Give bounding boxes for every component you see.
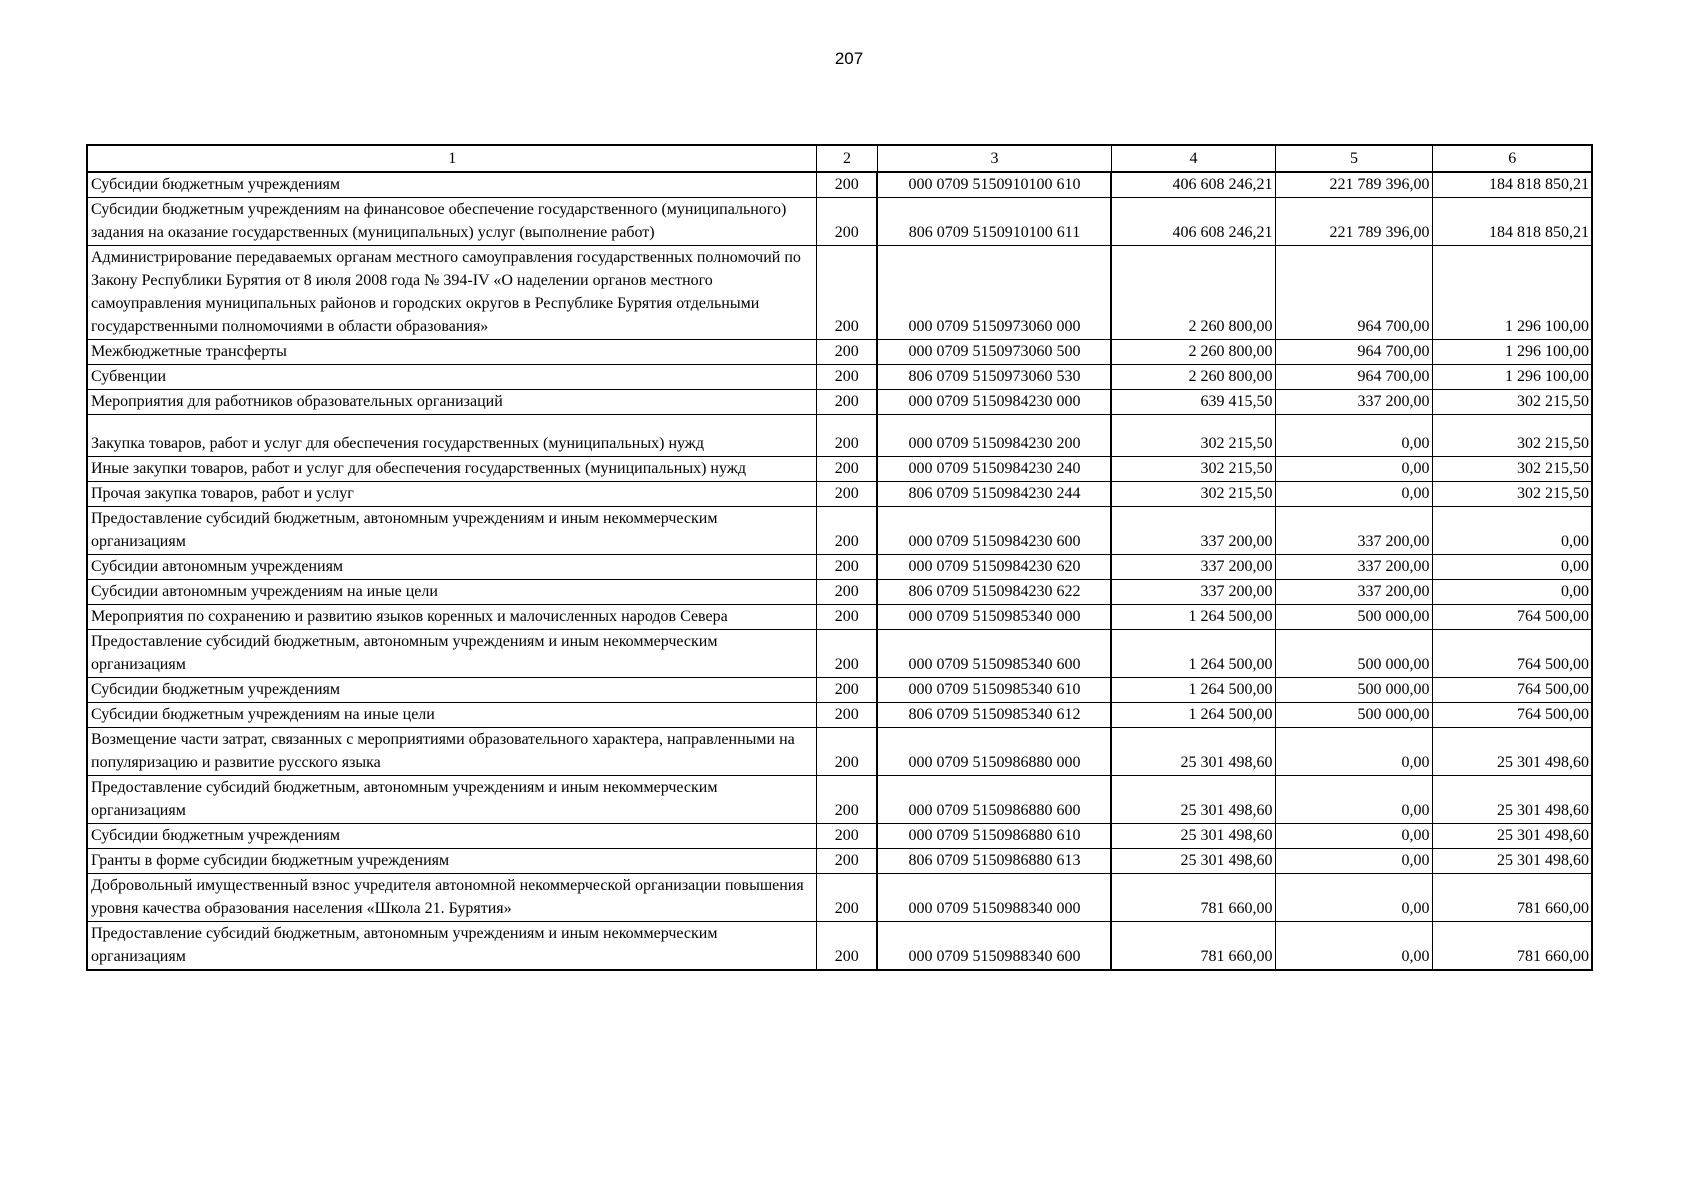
row-code-cell: 806 0709 5150984230 244 [877, 482, 1111, 507]
row-amount-col5-cell: 500 000,00 [1275, 678, 1432, 703]
table-row [87, 824, 1592, 849]
row-amount-total-cell: 1 264 500,00 [1111, 703, 1275, 728]
row-admin-cell: 200 [816, 678, 877, 703]
row-amount-col5-cell: 0,00 [1275, 922, 1432, 971]
row-amount-col6-cell: 302 215,50 [1432, 390, 1592, 415]
row-name-cell: Предоставление субсидий бюджетным, автономным учреждениям и иным некоммерческим организациям [87, 507, 816, 555]
row-amount-col6-cell: 0,00 [1432, 555, 1592, 580]
row-admin-cell: 200 [816, 415, 877, 457]
row-amount-col6-cell: 764 500,00 [1432, 678, 1592, 703]
table-row [87, 630, 1592, 678]
row-code-cell: 000 0709 5150988340 600 [877, 922, 1111, 971]
row-code-cell: 806 0709 5150985340 612 [877, 703, 1111, 728]
row-code-cell: 000 0709 5150986880 610 [877, 824, 1111, 849]
row-amount-total-cell: 25 301 498,60 [1111, 849, 1275, 874]
column-header-6: 6 [1432, 145, 1592, 172]
row-amount-col6-cell: 25 301 498,60 [1432, 824, 1592, 849]
row-amount-col5-cell: 0,00 [1275, 482, 1432, 507]
row-amount-col5-cell: 0,00 [1275, 415, 1432, 457]
row-amount-col6-cell: 764 500,00 [1432, 605, 1592, 630]
row-code-cell: 000 0709 5150984230 240 [877, 457, 1111, 482]
table-row [87, 580, 1592, 605]
row-amount-total-cell: 337 200,00 [1111, 580, 1275, 605]
row-admin-cell: 200 [816, 555, 877, 580]
row-amount-col6-cell: 184 818 850,21 [1432, 172, 1592, 198]
table-row [87, 605, 1592, 630]
table-row [87, 728, 1592, 776]
table-row [87, 849, 1592, 874]
row-code-cell: 000 0709 5150984230 620 [877, 555, 1111, 580]
table-row [87, 246, 1592, 340]
row-amount-total-cell: 302 215,50 [1111, 415, 1275, 457]
row-name-cell: Предоставление субсидий бюджетным, автономным учреждениям и иным некоммерческим организациям [87, 922, 816, 971]
row-code-cell: 000 0709 5150985340 610 [877, 678, 1111, 703]
row-admin-cell: 200 [816, 365, 877, 390]
table-row [87, 415, 1592, 457]
row-amount-col5-cell: 0,00 [1275, 776, 1432, 824]
column-header-4: 4 [1111, 145, 1275, 172]
row-amount-col5-cell: 0,00 [1275, 874, 1432, 922]
row-code-cell: 000 0709 5150973060 000 [877, 246, 1111, 340]
row-code-cell: 000 0709 5150985340 600 [877, 630, 1111, 678]
row-code-cell: 000 0709 5150984230 200 [877, 415, 1111, 457]
row-name-cell: Закупка товаров, работ и услуг для обеспечения государственных (муниципальных) нужд [87, 415, 816, 457]
row-name-cell: Субсидии автономным учреждениям на иные цели [87, 580, 816, 605]
row-admin-cell: 200 [816, 507, 877, 555]
row-code-cell: 000 0709 5150910100 610 [877, 172, 1111, 198]
row-code-cell: 000 0709 5150984230 600 [877, 507, 1111, 555]
row-amount-total-cell: 2 260 800,00 [1111, 340, 1275, 365]
budget-table-body [87, 145, 1592, 970]
row-amount-col6-cell: 184 818 850,21 [1432, 198, 1592, 246]
row-amount-col5-cell: 0,00 [1275, 457, 1432, 482]
row-amount-col5-cell: 500 000,00 [1275, 605, 1432, 630]
row-admin-cell: 200 [816, 390, 877, 415]
row-amount-total-cell: 2 260 800,00 [1111, 365, 1275, 390]
row-amount-total-cell: 639 415,50 [1111, 390, 1275, 415]
row-amount-col5-cell: 500 000,00 [1275, 703, 1432, 728]
row-code-cell: 000 0709 5150985340 000 [877, 605, 1111, 630]
row-admin-cell: 200 [816, 776, 877, 824]
row-admin-cell: 200 [816, 198, 877, 246]
table-row [87, 555, 1592, 580]
row-admin-cell: 200 [816, 849, 877, 874]
row-amount-total-cell: 302 215,50 [1111, 482, 1275, 507]
table-row [87, 365, 1592, 390]
table-row [87, 340, 1592, 365]
row-name-cell: Субсидии бюджетным учреждениям [87, 172, 816, 198]
row-name-cell: Администрирование передаваемых органам местного самоуправления государственных полномочий по Закону Республики Бурятия от 8 июля 2008 года № 394-IV «О наделении органов местного самоуправления муниципальных районов и городских округов в Республике Бурятия отдельными государственными полномочиями в области образования» [87, 246, 816, 340]
row-name-cell: Межбюджетные трансферты [87, 340, 816, 365]
row-name-cell: Субсидии бюджетным учреждениям на иные цели [87, 703, 816, 728]
row-name-cell: Субсидии автономным учреждениям [87, 555, 816, 580]
row-admin-cell: 200 [816, 703, 877, 728]
row-amount-total-cell: 406 608 246,21 [1111, 172, 1275, 198]
row-amount-col6-cell: 302 215,50 [1432, 457, 1592, 482]
row-amount-col6-cell: 25 301 498,60 [1432, 776, 1592, 824]
row-amount-col6-cell: 25 301 498,60 [1432, 728, 1592, 776]
row-amount-col5-cell: 0,00 [1275, 728, 1432, 776]
table-row [87, 874, 1592, 922]
row-admin-cell: 200 [816, 630, 877, 678]
budget-table [86, 144, 1593, 971]
table-row [87, 390, 1592, 415]
row-name-cell: Субсидии бюджетным учреждениям на финансовое обеспечение государственного (муниципального) задания на оказание государственных (муниципальных) услуг (выполнение работ) [87, 198, 816, 246]
row-name-cell: Прочая закупка товаров, работ и услуг [87, 482, 816, 507]
row-code-cell: 000 0709 5150986880 000 [877, 728, 1111, 776]
row-name-cell: Добровольный имущественный взнос учредителя автономной некоммерческой организации повышения уровня качества образования населения «Школа 21. Бурятия» [87, 874, 816, 922]
row-code-cell: 806 0709 5150986880 613 [877, 849, 1111, 874]
row-amount-total-cell: 337 200,00 [1111, 507, 1275, 555]
page-number: 207 [834, 49, 864, 68]
row-amount-col5-cell: 337 200,00 [1275, 555, 1432, 580]
row-amount-col6-cell: 764 500,00 [1432, 630, 1592, 678]
row-amount-col5-cell: 964 700,00 [1275, 365, 1432, 390]
row-amount-total-cell: 337 200,00 [1111, 555, 1275, 580]
column-header-3: 3 [877, 145, 1111, 172]
row-admin-cell: 200 [816, 246, 877, 340]
row-amount-total-cell: 1 264 500,00 [1111, 630, 1275, 678]
row-name-cell: Возмещение части затрат, связанных с мероприятиями образовательного характера, направленными на популяризацию и развитие русского языка [87, 728, 816, 776]
row-amount-col5-cell: 0,00 [1275, 849, 1432, 874]
row-admin-cell: 200 [816, 824, 877, 849]
row-code-cell: 806 0709 5150984230 622 [877, 580, 1111, 605]
row-amount-col5-cell: 964 700,00 [1275, 340, 1432, 365]
table-row [87, 507, 1592, 555]
table-row [87, 457, 1592, 482]
row-code-cell: 000 0709 5150984230 000 [877, 390, 1111, 415]
column-header-1: 1 [87, 145, 816, 172]
row-name-cell: Субсидии бюджетным учреждениям [87, 824, 816, 849]
row-name-cell: Субсидии бюджетным учреждениям [87, 678, 816, 703]
row-amount-total-cell: 1 264 500,00 [1111, 678, 1275, 703]
row-admin-cell: 200 [816, 172, 877, 198]
row-amount-col6-cell: 781 660,00 [1432, 874, 1592, 922]
row-amount-col6-cell: 1 296 100,00 [1432, 246, 1592, 340]
row-amount-total-cell: 25 301 498,60 [1111, 824, 1275, 849]
row-amount-col5-cell: 221 789 396,00 [1275, 198, 1432, 246]
row-amount-total-cell: 302 215,50 [1111, 457, 1275, 482]
row-admin-cell: 200 [816, 728, 877, 776]
table-row [87, 482, 1592, 507]
row-amount-col6-cell: 25 301 498,60 [1432, 849, 1592, 874]
table-row [87, 678, 1592, 703]
row-amount-col6-cell: 302 215,50 [1432, 415, 1592, 457]
row-admin-cell: 200 [816, 605, 877, 630]
row-amount-total-cell: 781 660,00 [1111, 922, 1275, 971]
row-amount-total-cell: 25 301 498,60 [1111, 776, 1275, 824]
row-name-cell: Гранты в форме субсидии бюджетным учреждениям [87, 849, 816, 874]
row-amount-col5-cell: 337 200,00 [1275, 507, 1432, 555]
row-code-cell: 806 0709 5150910100 611 [877, 198, 1111, 246]
row-name-cell: Иные закупки товаров, работ и услуг для обеспечения государственных (муниципальных) нужд [87, 457, 816, 482]
row-amount-total-cell: 1 264 500,00 [1111, 605, 1275, 630]
row-amount-col5-cell: 337 200,00 [1275, 390, 1432, 415]
row-name-cell: Мероприятия по сохранению и развитию языков коренных и малочисленных народов Севера [87, 605, 816, 630]
row-admin-cell: 200 [816, 457, 877, 482]
row-amount-col6-cell: 0,00 [1432, 580, 1592, 605]
row-code-cell: 806 0709 5150973060 530 [877, 365, 1111, 390]
row-amount-total-cell: 781 660,00 [1111, 874, 1275, 922]
row-amount-col5-cell: 0,00 [1275, 824, 1432, 849]
row-code-cell: 000 0709 5150973060 500 [877, 340, 1111, 365]
row-name-cell: Субвенции [87, 365, 816, 390]
row-amount-col6-cell: 764 500,00 [1432, 703, 1592, 728]
row-code-cell: 000 0709 5150986880 600 [877, 776, 1111, 824]
table-row [87, 776, 1592, 824]
column-header-2: 2 [816, 145, 877, 172]
row-name-cell: Мероприятия для работников образовательных организаций [87, 390, 816, 415]
row-amount-total-cell: 406 608 246,21 [1111, 198, 1275, 246]
table-row [87, 172, 1592, 198]
row-amount-total-cell: 25 301 498,60 [1111, 728, 1275, 776]
row-amount-col5-cell: 337 200,00 [1275, 580, 1432, 605]
row-amount-col6-cell: 781 660,00 [1432, 922, 1592, 971]
row-amount-col6-cell: 0,00 [1432, 507, 1592, 555]
row-amount-col6-cell: 1 296 100,00 [1432, 340, 1592, 365]
row-amount-col5-cell: 964 700,00 [1275, 246, 1432, 340]
row-code-cell: 000 0709 5150988340 000 [877, 874, 1111, 922]
table-row [87, 703, 1592, 728]
row-admin-cell: 200 [816, 922, 877, 971]
row-name-cell: Предоставление субсидий бюджетным, автономным учреждениям и иным некоммерческим организациям [87, 630, 816, 678]
table-row [87, 922, 1592, 971]
row-admin-cell: 200 [816, 874, 877, 922]
column-header-5: 5 [1275, 145, 1432, 172]
row-amount-total-cell: 2 260 800,00 [1111, 246, 1275, 340]
row-amount-col6-cell: 302 215,50 [1432, 482, 1592, 507]
row-amount-col5-cell: 500 000,00 [1275, 630, 1432, 678]
row-amount-col6-cell: 1 296 100,00 [1432, 365, 1592, 390]
row-amount-col5-cell: 221 789 396,00 [1275, 172, 1432, 198]
table-row [87, 198, 1592, 246]
table-header-row [87, 145, 1592, 172]
row-admin-cell: 200 [816, 482, 877, 507]
row-admin-cell: 200 [816, 340, 877, 365]
row-name-cell: Предоставление субсидий бюджетным, автономным учреждениям и иным некоммерческим организациям [87, 776, 816, 824]
row-admin-cell: 200 [816, 580, 877, 605]
